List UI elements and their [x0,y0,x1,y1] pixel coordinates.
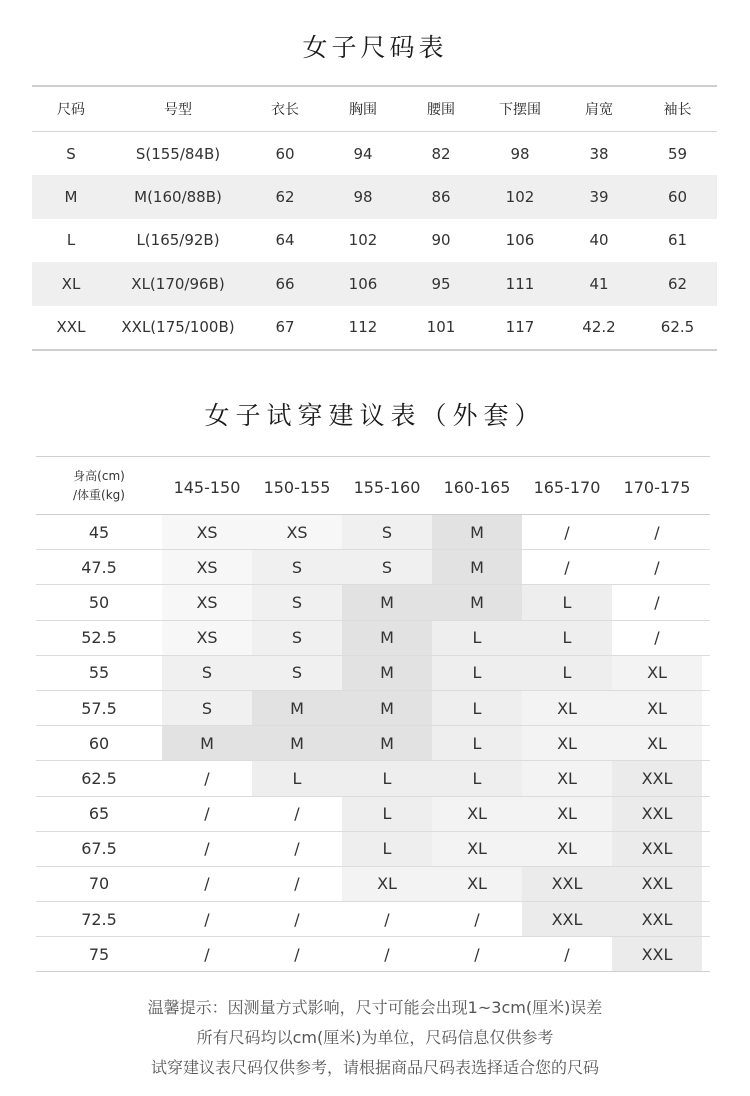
header-cell: 腰围 [427,102,455,118]
table-cell: 39 [589,188,609,207]
weight-label: 45 [88,522,110,542]
size-recommendation-cell: M [252,691,342,725]
table-row [36,867,710,902]
size-recommendation-cell: XL [522,726,612,760]
table-row [32,132,717,175]
size-recommendation-cell: M [432,550,522,584]
size-recommendation-cell: S [252,585,342,619]
table-cell: 41 [589,274,609,293]
table-cell: S(155/84B) [135,144,221,163]
size-recommendation-cell: / [612,621,702,655]
size-recommendation-cell: L [432,621,522,655]
size-table [32,85,717,351]
corner-height-label: 身高(cm) [73,468,125,483]
table-row [36,691,710,726]
height-header: 145-150 [173,478,241,497]
size-recommendation-cell: XL [522,761,612,795]
size-recommendation-cell: XS [162,550,252,584]
size-recommendation-cell: / [162,937,252,971]
table-row [36,937,710,971]
table-cell: L [66,231,76,250]
size-recommendation-cell: M [162,726,252,760]
size-recommendation-cell: XS [162,515,252,549]
table-cell: 98 [353,188,373,207]
table-cell: 59 [667,144,688,163]
size-recommendation-cell: XXL [522,902,612,936]
size-recommendation-cell: / [342,902,432,936]
table-cell: 40 [589,231,609,250]
size-recommendation-cell: XL [432,832,522,866]
table-cell: 62.5 [660,318,695,337]
size-recommendation-cell: M [342,656,432,690]
size-recommendation-cell: XXL [612,797,702,831]
weight-label: 47.5 [81,557,117,577]
table-cell: M [64,188,78,207]
size-recommendation-cell: S [252,550,342,584]
corner-weight-label: /体重(kg) [73,487,125,502]
size-recommendation-cell: XXL [612,832,702,866]
size-recommendation-cell: S [252,621,342,655]
header-cell: 肩宽 [585,102,613,118]
size-recommendation-cell: / [162,867,252,901]
size-recommendation-cell: XL [612,726,702,760]
size-recommendation-cell: L [432,761,522,795]
weight-label: 55 [88,663,110,683]
table-row [36,832,710,867]
table-cell: 67 [275,318,295,337]
size-recommendation-cell: S [162,691,252,725]
weight-label: 62.5 [81,768,117,788]
size-recommendation-cell: XL [522,797,612,831]
table-cell: 61 [667,231,688,250]
fitting-guide-title: 女子试穿建议表（外套） [204,401,546,430]
size-recommendation-cell: / [612,585,702,619]
size-recommendation-cell: / [252,832,342,866]
weight-label: 52.5 [81,628,117,648]
table-cell: 117 [505,318,535,337]
table-row [32,219,717,262]
table-cell: S [66,144,76,163]
size-recommendation-cell: XL [612,656,702,690]
table-row [32,175,717,218]
size-recommendation-cell: L [252,761,342,795]
size-table-body [32,132,717,349]
header-cell: 号型 [164,102,192,118]
table-cell: 106 [505,231,535,250]
fitting-guide-header [36,457,710,515]
notes [0,993,750,1083]
size-recommendation-cell: M [342,691,432,725]
corner-label [36,467,162,505]
weight-label: 60 [88,733,110,753]
size-recommendation-cell: XL [432,797,522,831]
table-cell: 101 [426,318,456,337]
table-row [36,726,710,761]
table-cell: 38 [589,144,609,163]
table-row [32,306,717,349]
table-row [36,621,710,656]
height-header: 165-170 [533,478,601,497]
weight-label: 50 [88,592,110,612]
height-header: 150-155 [263,478,331,497]
table-row [36,902,710,937]
size-recommendation-cell: L [342,832,432,866]
table-row [36,656,710,691]
size-recommendation-cell: M [252,726,342,760]
table-cell: 111 [505,274,535,293]
size-recommendation-cell: L [522,656,612,690]
table-row [32,262,717,305]
table-cell: XL [61,274,81,293]
size-recommendation-cell: XS [252,515,342,549]
size-recommendation-cell: XL [342,867,432,901]
size-recommendation-cell: / [432,937,522,971]
table-cell: 95 [431,274,451,293]
table-cell: 62 [275,188,295,207]
table-cell: 98 [510,144,530,163]
weight-label: 75 [88,944,110,964]
table-cell: 106 [348,274,378,293]
size-recommendation-cell: L [522,585,612,619]
table-cell: 90 [431,231,451,250]
header-cell: 衣长 [271,102,299,118]
size-recommendation-cell: M [432,585,522,619]
table-cell: XL(170/96B) [131,274,225,293]
size-recommendation-cell: / [252,867,342,901]
size-recommendation-cell: / [522,550,612,584]
size-recommendation-cell: S [342,515,432,549]
size-recommendation-cell: S [162,656,252,690]
size-recommendation-cell: / [252,797,342,831]
header-cell: 胸围 [349,102,377,118]
weight-label: 57.5 [81,698,117,718]
size-recommendation-cell: XS [162,585,252,619]
weight-label: 72.5 [81,909,117,929]
table-cell: 42.2 [582,318,616,337]
table-cell: M(160/88B) [134,188,222,207]
size-recommendation-cell: / [522,515,612,549]
table-row [36,797,710,832]
weight-label: 70 [88,874,110,894]
size-chart-title: 女子尺码表 [302,33,448,62]
size-recommendation-cell: / [522,937,612,971]
weight-label: 67.5 [81,839,117,859]
size-recommendation-cell: / [252,937,342,971]
table-row [36,761,710,796]
table-cell: XXL(175/100B) [121,318,235,337]
size-recommendation-cell: / [612,515,702,549]
note-units: 所有尺码均以cm(厘米)为单位，尺码信息仅供参考 [196,1028,554,1047]
size-recommendation-cell: XL [612,691,702,725]
height-header: 170-175 [623,478,691,497]
table-cell: 60 [275,144,295,163]
fitting-guide-table [36,456,710,972]
note-reference: 试穿建议表尺码仅供参考，请根据商品尺码表选择适合您的尺码 [150,1058,599,1077]
note-measurement-error: 温馨提示：因测量方式影响，尺寸可能会出现1~3cm(厘米)误差 [147,998,603,1017]
table-cell: 86 [431,188,451,207]
size-recommendation-cell: S [252,656,342,690]
size-recommendation-cell: L [342,761,432,795]
size-recommendation-cell: M [342,726,432,760]
table-cell: 94 [353,144,373,163]
header-cell: 尺码 [57,102,85,118]
table-cell: 102 [505,188,535,207]
table-cell: 102 [348,231,378,250]
size-recommendation-cell: / [612,550,702,584]
table-cell: 82 [431,144,451,163]
header-cell: 下摆围 [499,102,541,118]
height-header: 155-160 [353,478,421,497]
size-recommendation-cell: XL [522,691,612,725]
height-header: 160-165 [443,478,511,497]
size-recommendation-cell: / [162,902,252,936]
weight-label: 65 [88,804,110,824]
size-recommendation-cell: / [432,902,522,936]
size-recommendation-cell: M [432,515,522,549]
size-recommendation-cell: / [162,832,252,866]
table-cell: 60 [667,188,688,207]
table-cell: 62 [667,274,688,293]
size-recommendation-cell: M [342,585,432,619]
table-row [36,515,710,550]
size-recommendation-cell: XXL [612,937,702,971]
table-cell: XXL [56,318,86,337]
size-recommendation-cell: / [342,937,432,971]
size-recommendation-cell: M [342,621,432,655]
size-recommendation-cell: / [162,797,252,831]
size-recommendation-cell: L [522,621,612,655]
size-recommendation-cell: XL [432,867,522,901]
size-recommendation-cell: S [342,550,432,584]
size-recommendation-cell: XXL [522,867,612,901]
size-recommendation-cell: / [162,761,252,795]
table-cell: 64 [275,231,295,250]
size-recommendation-cell: L [432,656,522,690]
header-cell: 袖长 [663,102,692,118]
size-table-header [32,87,717,132]
size-recommendation-cell: L [342,797,432,831]
fitting-guide-body [36,515,710,971]
size-recommendation-cell: XXL [612,761,702,795]
table-row [36,585,710,620]
size-recommendation-cell: XXL [612,867,702,901]
size-recommendation-cell: / [252,902,342,936]
size-recommendation-cell: L [432,726,522,760]
table-cell: 112 [348,318,378,337]
size-recommendation-cell: XXL [612,902,702,936]
size-recommendation-cell: XL [522,832,612,866]
size-recommendation-cell: XS [162,621,252,655]
table-cell: L(165/92B) [136,231,220,250]
size-recommendation-cell: L [432,691,522,725]
table-row [36,550,710,585]
table-cell: 66 [275,274,295,293]
